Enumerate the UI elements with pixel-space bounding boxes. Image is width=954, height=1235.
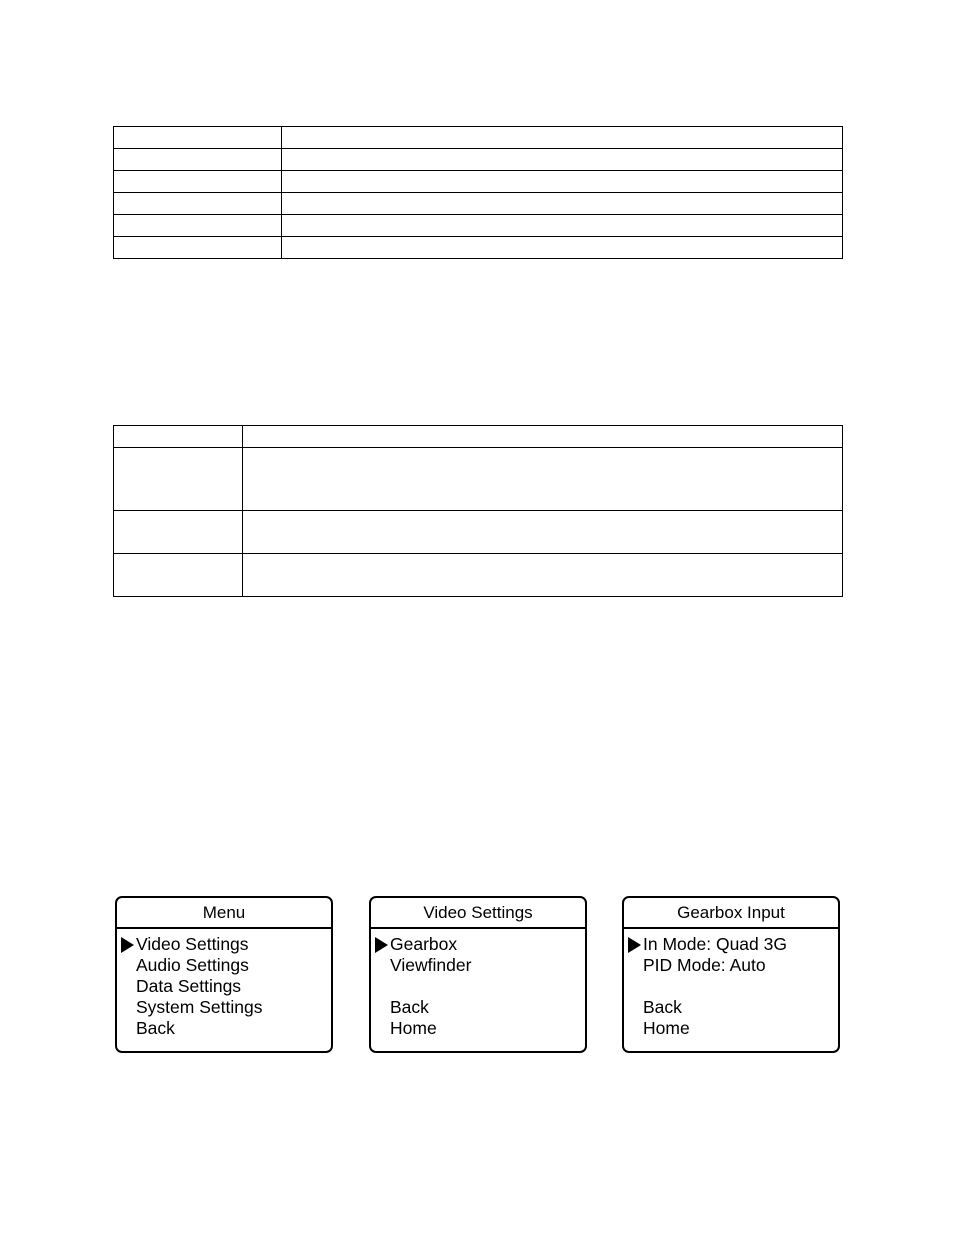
table-row <box>114 426 843 448</box>
menu-screen-video-settings <box>369 896 587 1053</box>
menu-item-list <box>371 929 585 1039</box>
table-row <box>114 215 843 237</box>
menu-item-spacer <box>624 976 838 997</box>
table-row <box>114 554 843 597</box>
menu-item-label: Audio Settings <box>136 955 249 975</box>
menu-item-data-settings[interactable] <box>117 976 331 997</box>
menu-item-label: Video Settings <box>136 934 249 954</box>
menu-item-back[interactable] <box>624 997 838 1018</box>
menu-item-label: Back <box>136 1018 175 1038</box>
table-cell <box>282 193 843 215</box>
menu-item-label: In Mode: Quad 3G <box>643 934 787 954</box>
menu-item-pid-mode[interactable] <box>624 955 838 976</box>
menu-item-label: Viewfinder <box>390 955 472 975</box>
table-row <box>114 448 843 511</box>
selection-arrow-icon <box>375 937 388 953</box>
menu-item-label: Home <box>643 1018 690 1038</box>
table-row <box>114 511 843 554</box>
table-cell <box>282 171 843 193</box>
table-row <box>114 237 843 259</box>
selection-arrow-icon <box>628 937 641 953</box>
menu-item-label: Back <box>643 997 682 1017</box>
menu-item-audio-settings[interactable] <box>117 955 331 976</box>
menu-screen-title: Gearbox Input <box>624 898 838 929</box>
menu-item-label: System Settings <box>136 997 263 1017</box>
menu-item-spacer <box>371 976 585 997</box>
table-row <box>114 127 843 149</box>
menu-item-home[interactable] <box>624 1018 838 1039</box>
menu-item-home[interactable] <box>371 1018 585 1039</box>
menu-item-system-settings[interactable] <box>117 997 331 1018</box>
menu-item-in-mode[interactable] <box>624 934 838 955</box>
table-cell <box>114 511 243 554</box>
table-2 <box>113 425 843 597</box>
menu-item-viewfinder[interactable] <box>371 955 585 976</box>
table-cell <box>114 554 243 597</box>
menu-item-label: Home <box>390 1018 437 1038</box>
menu-screen-gearbox-input <box>622 896 840 1053</box>
table-cell <box>243 554 843 597</box>
menu-screen-title: Menu <box>117 898 331 929</box>
selection-arrow-icon <box>121 937 134 953</box>
menu-item-back[interactable] <box>371 997 585 1018</box>
table-cell <box>114 193 282 215</box>
table-cell <box>114 171 282 193</box>
menu-item-back[interactable] <box>117 1018 331 1039</box>
table-cell <box>243 448 843 511</box>
table-cell <box>114 149 282 171</box>
table-cell <box>243 511 843 554</box>
table-row <box>114 193 843 215</box>
menu-item-list <box>117 929 331 1039</box>
table-cell <box>114 127 282 149</box>
table-cell <box>114 237 282 259</box>
table-cell <box>114 448 243 511</box>
table-row <box>114 171 843 193</box>
table-cell <box>282 127 843 149</box>
menu-item-label: PID Mode: Auto <box>643 955 766 975</box>
table-cell <box>114 215 282 237</box>
table-cell <box>282 149 843 171</box>
table-cell <box>243 426 843 448</box>
table-1 <box>113 126 843 259</box>
menu-item-gearbox[interactable] <box>371 934 585 955</box>
table-cell <box>282 215 843 237</box>
menu-item-label: Back <box>390 997 429 1017</box>
table-cell <box>282 237 843 259</box>
menu-item-label: Gearbox <box>390 934 458 954</box>
table-row <box>114 149 843 171</box>
menu-item-label: Data Settings <box>136 976 242 996</box>
menu-screen-title: Video Settings <box>371 898 585 929</box>
table-cell <box>114 426 243 448</box>
menu-item-list <box>624 929 838 1039</box>
menu-screen-main <box>115 896 333 1053</box>
menu-item-video-settings[interactable] <box>117 934 331 955</box>
